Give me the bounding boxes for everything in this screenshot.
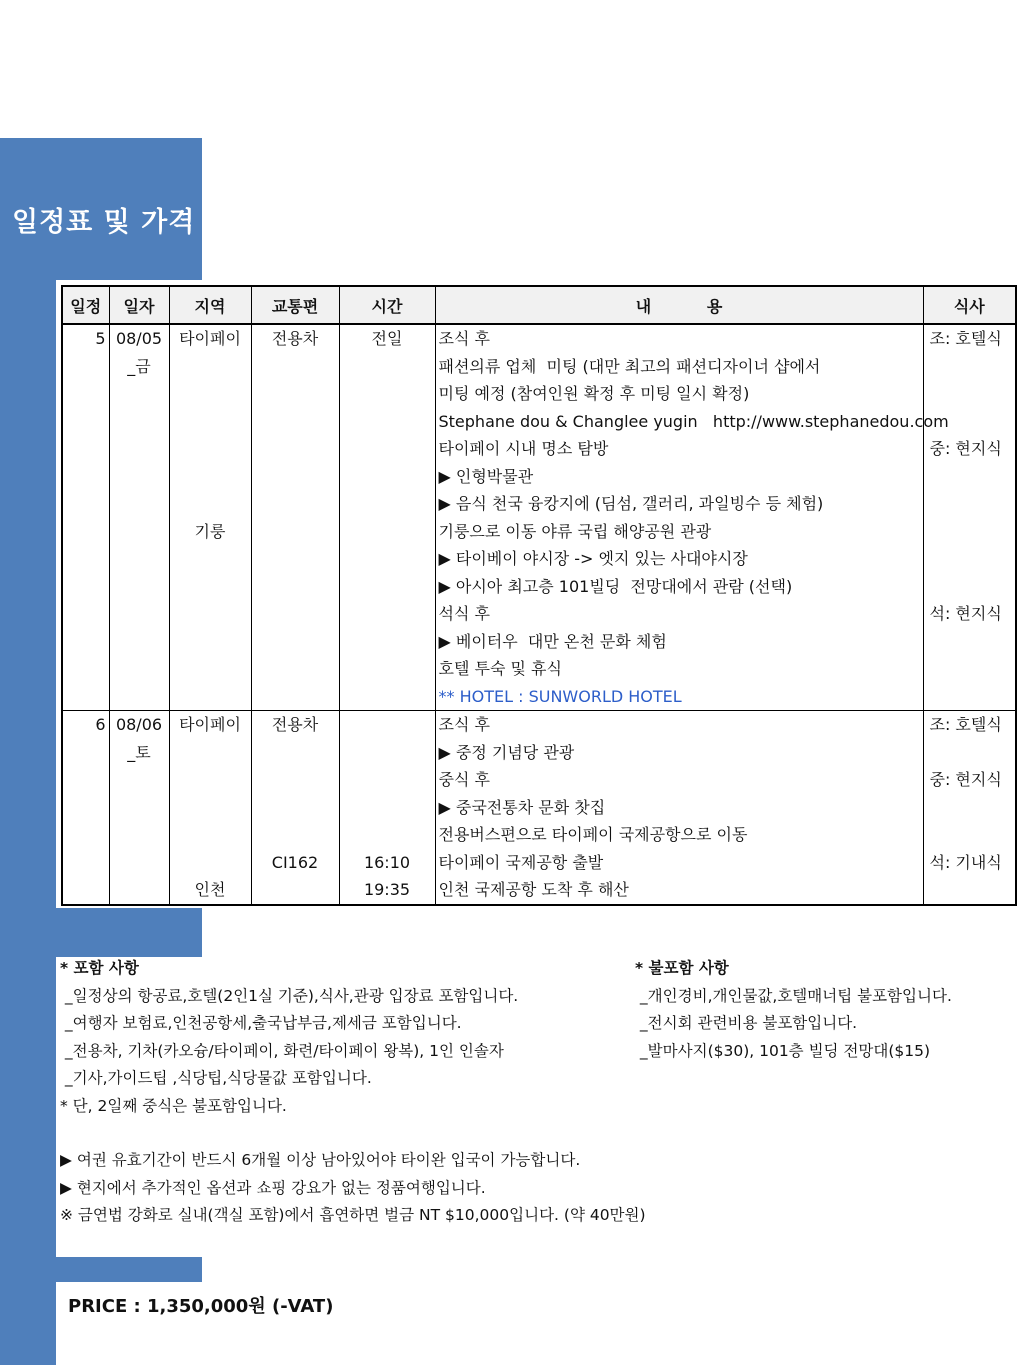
transport-cell <box>251 573 339 601</box>
time-cell <box>339 573 435 601</box>
day-number <box>62 600 109 628</box>
date-cell <box>109 766 169 794</box>
price-label: PRICE : 1,350,000원 (-VAT) <box>68 1296 334 1317</box>
day-number <box>62 545 109 573</box>
day-number <box>62 518 109 546</box>
transport-cell: CI162 <box>251 849 339 877</box>
table-row <box>62 794 1016 822</box>
content-cell: 호텔 투숙 및 휴식 <box>435 655 923 683</box>
content-cell: 패션의류 업체 미팅 (대만 최고의 패션디자이너 샵에서 <box>435 353 923 381</box>
table-row <box>62 573 1016 601</box>
header-transport: 교통편 <box>251 286 339 324</box>
day-number <box>62 766 109 794</box>
schedule-table <box>61 285 1017 906</box>
date-cell <box>109 655 169 683</box>
date-cell <box>109 545 169 573</box>
content-cell: ▶ 베이터우 대만 온천 문화 체험 <box>435 628 923 656</box>
content-cell: 중식 후 <box>435 766 923 794</box>
content-cell: ▶ 음식 천국 융캉지에 (딤섬, 갤러리, 과일빙수 등 체험) <box>435 490 923 518</box>
day-number <box>62 435 109 463</box>
region-cell <box>169 739 251 767</box>
date-cell: 08/05 <box>109 324 169 353</box>
content-cell: 전용버스편으로 타이페이 국제공항으로 이동 <box>435 821 923 849</box>
transport-cell <box>251 683 339 711</box>
table-row <box>62 353 1016 381</box>
table-row <box>62 600 1016 628</box>
time-cell <box>339 545 435 573</box>
table-row <box>62 463 1016 491</box>
notice-line: ※ 금연법 강화로 실내(객실 포함)에서 흡연하면 벌금 NT $10,000입니다. (약 40만원) <box>60 1206 646 1224</box>
included-line: _여행자 보험료,인천공항세,출국납부금,제세금 포함입니다. <box>60 1014 462 1032</box>
date-cell: _금 <box>109 353 169 381</box>
header-date: 일자 <box>109 286 169 324</box>
region-cell <box>169 408 251 436</box>
transport-cell <box>251 408 339 436</box>
date-cell <box>109 518 169 546</box>
transport-cell <box>251 545 339 573</box>
region-cell <box>169 628 251 656</box>
time-cell <box>339 353 435 381</box>
content-cell: ▶ 인형박물관 <box>435 463 923 491</box>
content-cell: ** HOTEL : SUNWORLD HOTEL <box>435 683 923 711</box>
transport-cell <box>251 490 339 518</box>
date-cell <box>109 821 169 849</box>
transport-cell <box>251 821 339 849</box>
meal-cell: 조: 호텔식 <box>923 711 1016 739</box>
day-number <box>62 821 109 849</box>
time-cell <box>339 766 435 794</box>
meal-cell <box>923 573 1016 601</box>
table-row <box>62 766 1016 794</box>
time-cell <box>339 490 435 518</box>
region-cell <box>169 794 251 822</box>
day-number <box>62 463 109 491</box>
day-number <box>62 876 109 905</box>
content-cell: 인천 국제공항 도착 후 해산 <box>435 876 923 905</box>
table-header-row <box>62 286 1016 324</box>
meal-cell <box>923 655 1016 683</box>
time-cell <box>339 435 435 463</box>
meal-cell <box>923 794 1016 822</box>
transport-cell <box>251 463 339 491</box>
day-number <box>62 490 109 518</box>
table-row <box>62 628 1016 656</box>
region-cell: 인천 <box>169 876 251 905</box>
date-cell <box>109 408 169 436</box>
region-cell <box>169 849 251 877</box>
transport-cell <box>251 518 339 546</box>
table-row <box>62 380 1016 408</box>
region-cell: 타이페이 <box>169 324 251 353</box>
time-cell: 19:35 <box>339 876 435 905</box>
region-cell <box>169 435 251 463</box>
transport-cell <box>251 876 339 905</box>
content-cell: 조식 후 <box>435 324 923 353</box>
region-cell: 타이페이 <box>169 711 251 739</box>
transport-cell: 전용차 <box>251 324 339 353</box>
time-cell <box>339 683 435 711</box>
content-cell: ▶ 타이베이 야시장 -> 엣지 있는 사대야시장 <box>435 545 923 573</box>
table-row <box>62 518 1016 546</box>
day-number <box>62 739 109 767</box>
region-cell <box>169 600 251 628</box>
table-row <box>62 876 1016 905</box>
meal-cell <box>923 545 1016 573</box>
time-cell: 16:10 <box>339 849 435 877</box>
region-cell <box>169 573 251 601</box>
time-cell <box>339 711 435 739</box>
table-row <box>62 545 1016 573</box>
meal-cell: 석: 기내식 <box>923 849 1016 877</box>
date-cell: _토 <box>109 739 169 767</box>
region-cell <box>169 545 251 573</box>
table-row <box>62 435 1016 463</box>
meal-cell <box>923 463 1016 491</box>
content-cell: 타이페이 국제공항 출발 <box>435 849 923 877</box>
schedule-body <box>62 324 1016 905</box>
meal-cell <box>923 518 1016 546</box>
time-cell <box>339 628 435 656</box>
time-cell <box>339 380 435 408</box>
header-time: 시간 <box>339 286 435 324</box>
day-number <box>62 353 109 381</box>
time-cell <box>339 655 435 683</box>
content-cell: 석식 후 <box>435 600 923 628</box>
day-number <box>62 380 109 408</box>
content-cell: ▶ 중국전통차 문화 찻집 <box>435 794 923 822</box>
table-row <box>62 821 1016 849</box>
transport-cell <box>251 655 339 683</box>
excluded-line: _전시회 관련비용 불포함입니다. <box>635 1014 858 1032</box>
meal-cell <box>923 490 1016 518</box>
table-row <box>62 655 1016 683</box>
meal-cell <box>923 380 1016 408</box>
meal-cell: 중: 현지식 <box>923 766 1016 794</box>
date-cell <box>109 794 169 822</box>
time-cell <box>339 821 435 849</box>
date-cell <box>109 600 169 628</box>
date-cell: 08/06 <box>109 711 169 739</box>
excluded-line: _발마사지($30), 101층 빌딩 전망대($15) <box>635 1041 931 1060</box>
day-number: 5 <box>62 324 109 353</box>
date-cell <box>109 463 169 491</box>
transport-cell <box>251 628 339 656</box>
content-cell: ▶ 아시아 최고층 101빌딩 전망대에서 관람 (선택) <box>435 573 923 601</box>
content-cell: Stephane dou & Changlee yugin http://www.stephanedou.com <box>435 408 923 436</box>
meal-cell <box>923 821 1016 849</box>
day-number <box>62 628 109 656</box>
transport-cell <box>251 600 339 628</box>
notices-section <box>60 1147 646 1230</box>
region-cell <box>169 463 251 491</box>
region-cell <box>169 766 251 794</box>
transport-cell <box>251 766 339 794</box>
table-row <box>62 739 1016 767</box>
day-number <box>62 408 109 436</box>
meal-cell: 조: 호텔식 <box>923 324 1016 353</box>
day-number <box>62 794 109 822</box>
transport-cell: 전용차 <box>251 711 339 739</box>
header-day: 일정 <box>62 286 109 324</box>
time-cell <box>339 463 435 491</box>
meal-cell <box>923 353 1016 381</box>
included-line: _일정상의 항공료,호텔(2인1실 기준),식사,관광 입장료 포함입니다. <box>60 986 519 1005</box>
meal-cell <box>923 628 1016 656</box>
date-cell <box>109 876 169 905</box>
notice-line: ▶ 여권 유효기간이 반드시 6개월 이상 남아있어야 타이완 입국이 가능합니다. <box>60 1151 581 1169</box>
day-number: 6 <box>62 711 109 739</box>
excluded-line: _개인경비,개인물값,호텔매너팁 불포함입니다. <box>635 986 952 1005</box>
header-meal: 식사 <box>923 286 1016 324</box>
meal-cell <box>923 739 1016 767</box>
time-cell <box>339 794 435 822</box>
transport-cell <box>251 353 339 381</box>
region-cell <box>169 490 251 518</box>
content-cell: 미팅 예정 (참여인원 확정 후 미팅 일시 확정) <box>435 380 923 408</box>
region-cell <box>169 821 251 849</box>
date-cell <box>109 435 169 463</box>
included-line: _기사,가이드팁 ,식당팁,식당물값 포함입니다. <box>60 1069 372 1087</box>
date-cell <box>109 490 169 518</box>
meal-cell: 석: 현지식 <box>923 600 1016 628</box>
time-cell <box>339 600 435 628</box>
region-cell <box>169 655 251 683</box>
date-cell <box>109 380 169 408</box>
included-section <box>60 955 518 1120</box>
time-cell: 전일 <box>339 324 435 353</box>
content-cell: 조식 후 <box>435 711 923 739</box>
day-number <box>62 849 109 877</box>
included-line: * 단, 2일째 중식은 불포함입니다. <box>60 1096 287 1115</box>
notice-line: ▶ 현지에서 추가적인 옵션과 쇼핑 강요가 없는 정품여행입니다. <box>60 1178 486 1197</box>
day-number <box>62 683 109 711</box>
transport-cell <box>251 794 339 822</box>
table-row <box>62 324 1016 353</box>
table-row <box>62 490 1016 518</box>
date-cell <box>109 573 169 601</box>
excluded-section <box>635 955 952 1065</box>
header-region: 지역 <box>169 286 251 324</box>
region-cell <box>169 683 251 711</box>
header-content: 내 용 <box>435 286 923 324</box>
meal-cell <box>923 876 1016 905</box>
time-cell <box>339 518 435 546</box>
meal-cell: 중: 현지식 <box>923 435 1016 463</box>
table-row <box>62 408 1016 436</box>
excluded-title: * 불포함 사항 <box>635 959 729 977</box>
table-row <box>62 849 1016 877</box>
included-title: * 포함 사항 <box>60 959 139 977</box>
day-number <box>62 655 109 683</box>
region-cell <box>169 380 251 408</box>
meal-cell <box>923 683 1016 711</box>
date-cell <box>109 628 169 656</box>
included-line: _전용차, 기차(카오슝/타이페이, 화련/타이페이 왕복), 1인 인솔자 <box>60 1041 504 1060</box>
table-row <box>62 711 1016 739</box>
content-cell: 타이페이 시내 명소 탐방 <box>435 435 923 463</box>
transport-cell <box>251 435 339 463</box>
region-cell <box>169 353 251 381</box>
table-row <box>62 683 1016 711</box>
content-cell: 기룽으로 이동 야류 국립 해양공원 관광 <box>435 518 923 546</box>
transport-cell <box>251 380 339 408</box>
region-cell: 기룽 <box>169 518 251 546</box>
date-cell <box>109 683 169 711</box>
day-number <box>62 573 109 601</box>
date-cell <box>109 849 169 877</box>
content-cell: ▶ 중정 기념당 관광 <box>435 739 923 767</box>
page-title: 일정표 및 가격 <box>12 207 196 238</box>
time-cell <box>339 408 435 436</box>
time-cell <box>339 739 435 767</box>
transport-cell <box>251 739 339 767</box>
